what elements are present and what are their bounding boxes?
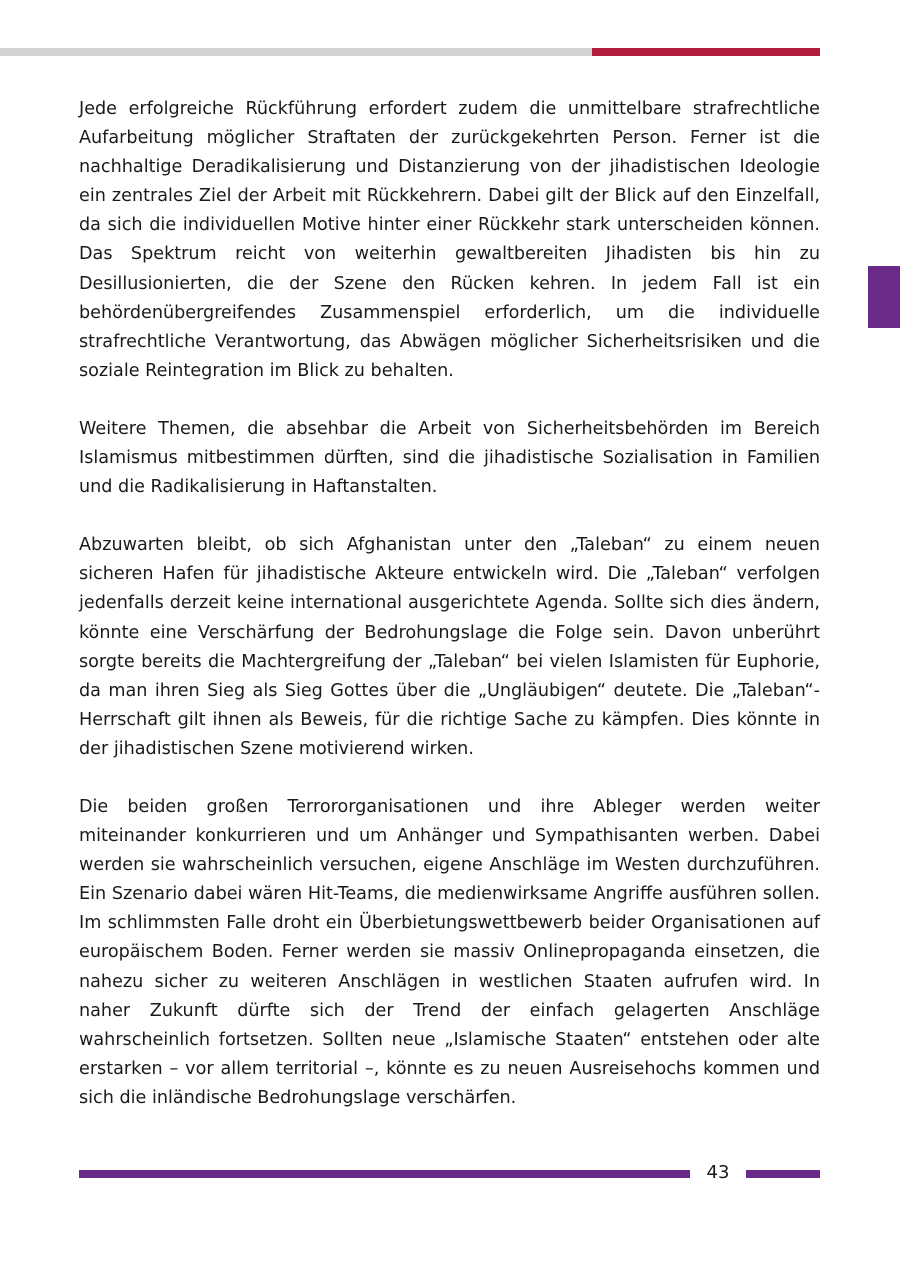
footer-rule-left [79, 1170, 690, 1178]
body-text [79, 95, 820, 1113]
chapter-side-tab [868, 266, 900, 328]
header-rule-gray [0, 48, 592, 56]
paragraph-further-topics: Weitere Themen, die absehbar die Arbeit von Sicherheitsbehörden im Bereich Islamismus mitbestimmen dürften, sind die jihadistische Sozialisation in Familien und die Radikalisierung in Haftanstalten. [79, 418, 820, 498]
paragraph-terror-organisations: Die beiden großen Terrororganisationen und ihre Ableger werden weiter miteinander konkurrieren und um Anhänger und Sympathisanten werben. Dabei werden sie wahrscheinlich versuchen, eigene Anschläge im Westen durchzuführen. Ein Szenario dabei wären Hit-Teams, die medienwirksame Angriffe ausführen sollen. Im schlimmsten Falle droht ein Überbietungswettbewerb beider Organisationen auf europäischem Boden. Ferner werden sie massiv Onlinepropaganda einsetzen, die nahezu sicher zu weiteren Anschlägen in westlichen Staaten aufrufen wird. In naher Zukunft dürfte sich der Trend der einfach gelagerten Anschläge wahrscheinlich fortsetzen. Sollten neue „Islamische Staaten“ entstehen oder alte erstarken – vor allem territorial –, könnte es zu neuen Ausreisehochs kommen und sich die inländische Bedrohungslage verschärfen. [79, 796, 820, 1108]
footer-rule-right [746, 1170, 820, 1178]
page-number: 43 [706, 1162, 730, 1183]
header-rule-red [592, 48, 820, 56]
paragraph-afghanistan: Abzuwarten bleibt, ob sich Afghanistan unter den „Taleban“ zu einem neuen sicheren Hafen für jihadistische Akteure entwickeln wird. Die „Taleban“ verfolgen jedenfalls derzeit keine international ausgerichtete Agenda. Sollte sich dies ändern, könnte eine Verschärfung der Bedrohungslage die Folge sein. Davon unberührt sorgte bereits die Machtergreifung der „Taleban“ bei vielen Islamisten für Euphorie, da man ihren Sieg als Sieg Gottes über die „Ungläubigen“ deutete. Die „Taleban“-Herrschaft gilt ihnen als Beweis, für die richtige Sache zu kämpfen. Dies könnte in der jihadistischen Szene motivierend wirken. [79, 535, 820, 759]
paragraph-returnees: Jede erfolgreiche Rückführung erfordert zudem die unmittelbare strafrechtliche Aufarbeitung möglicher Straftaten der zurückgekehrten Person. Ferner ist die nachhaltige Deradikalisierung und Distanzierung von der jihadistischen Ideologie ein zentrales Ziel der Arbeit mit Rückkehrern. Dabei gilt der Blick auf den Einzelfall, da sich die individuellen Motive hinter einer Rückkehr stark unterscheiden können. Das Spektrum reicht von weiterhin gewaltbereiten Jihadisten bis hin zu Desillusionierten, die der Szene den Rücken kehren. In jedem Fall ist ein behördenübergreifendes Zusammenspiel erforderlich, um die individuelle strafrechtliche Verantwortung, das Abwägen möglicher Sicherheitsrisiken und die soziale Reintegration im Blick zu behalten. [79, 99, 820, 381]
